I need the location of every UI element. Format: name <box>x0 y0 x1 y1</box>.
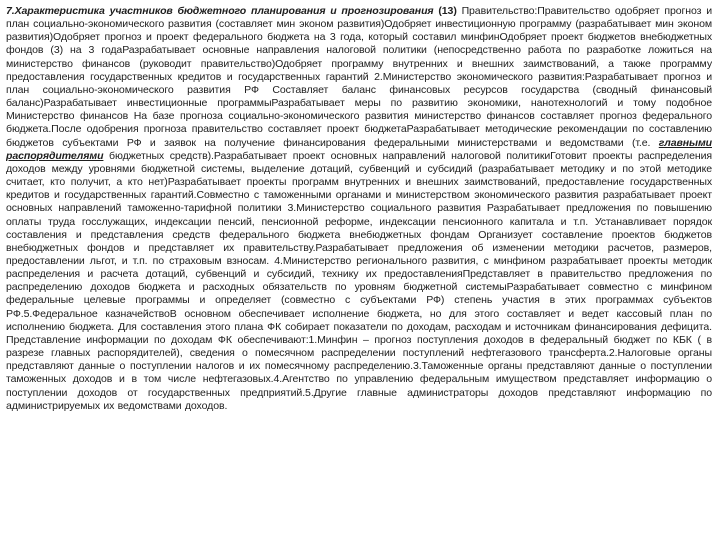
body-text-part-2: бюджетных средств).Разрабатывает проект основных направлений налоговой политикиГотовит проекты распределения доходов между уровнями бюджетной системы, выделение дотаций, субвенций и субсидий (разрабатывает методику и по этой методике считает, кто получит, а кто нет)Разрабатывает проекты программ внутренних и внешних заимствований, предоставление государственных кредитов и государственных гарантий.Совместно с таможенными органами и министерством экономического развития разрабатывает проект основных направлений таможенно-тарифной политики 3.Министерство социального развития Разрабатывает предложения по повышению оплаты труда госслужащих, индексации пенсий, пенсионной реформе, индексации пенсионного капитала и т.п. Устанавливает порядок составления и представления средств федерального бюджета внебюджетных фондам Организует составление проектов бюджетов внебюджетных фондов и представляет их правительству.Разрабатывает предложения об изменении методики расчетов, размеров, предоставлении льгот, и т.п. по страховым взносам. 4.Министерство регионального развития, с минфином разрабатывает проекты методик распределения и расчета дотаций, субвенций и субсидий, технику их предоставленияПредставляет в правительство предложения по распределению доходов бюджета и расходных обязательств по уровням бюджетной системыРазрабатывает совместно с минфином федеральные целевые программы и определяет (совместно с субъектами РФ) степень участия в этих программах субъектов РФ.5.Федеральное казначействоВ основном обеспечивает исполнение бюджета, но для этого составляет и ведет кассовый план по исполнению бюджета. Для составления этого плана ФК собирает показатели по доходам, расходам и источникам финансирования дефицита. Представление информации по доходам ФК обеспечивают:1.Минфин – прогноз поступления доходов в федеральный бюджет по КБК ( в разрезе главных распорядителей), сведения о помесячном распределении поступлений нефтегазового трансферта.2.Налоговые органы представляют данные о поступлении налогов и их помесячному распределению.3.Таможенные органы представляют данные о поступлении таможенных доходов и в том числе нефтегазовых.4.Агентство по управлению федеральным имуществом представляет информацию о поступлении доходов от государственных предприятий.5.Другие главные администраторы доходов представляют информацию по администрируемых их ведомствами доходов. <box>6 149 712 412</box>
body-text-part-1: Правительство:Правительство одобряет прогноз и план социально-экономического развития (составляет мин эконом развития)Одобряет инвестиционную программу (разрабатывает мин эконом развития)Одобряет прогноз и проект федерального бюджета на 3 года, который составил минфинОдобряет проект бюджетов внебюджетных фондов (3) на 3 годаРазрабатывает основные направления налоговой политики (непосредственно работа по разработке ложиться на министерство финансов (руководит правительство)Одобряет программу внутренних и внешних заимствований, а также программу предоставления государственных кредитов и государственных гарантий 2.Министерство экономического развития:Разрабатывает прогноз и план социально-экономического развития РФ Составляет баланс финансовых ресурсов государства (сводный финансовый баланс)Разрабатывает инвестиционные программыРазрабатывает меры по развитию экономики, нанотехнологий и тому подобное Министерство финансов На базе прогноза социально-экономического развития министерство финансов составляет прогноз федерального бюджета.После одобрения прогноза правительство составляет проект бюджетаРазрабатывает методические рекомендации по составлению бюджетов субъектами РФ и заявок на получение финансирования федеральными министерствами и ведомствами (т.е. <box>6 5 712 149</box>
section-heading: 7.Характеристика участников бюджетного планирования и прогнозирования <box>6 5 434 17</box>
document-page <box>6 5 712 535</box>
section-reference: (13) <box>438 5 457 17</box>
emphasized-term: главными распорядителями <box>6 136 712 162</box>
